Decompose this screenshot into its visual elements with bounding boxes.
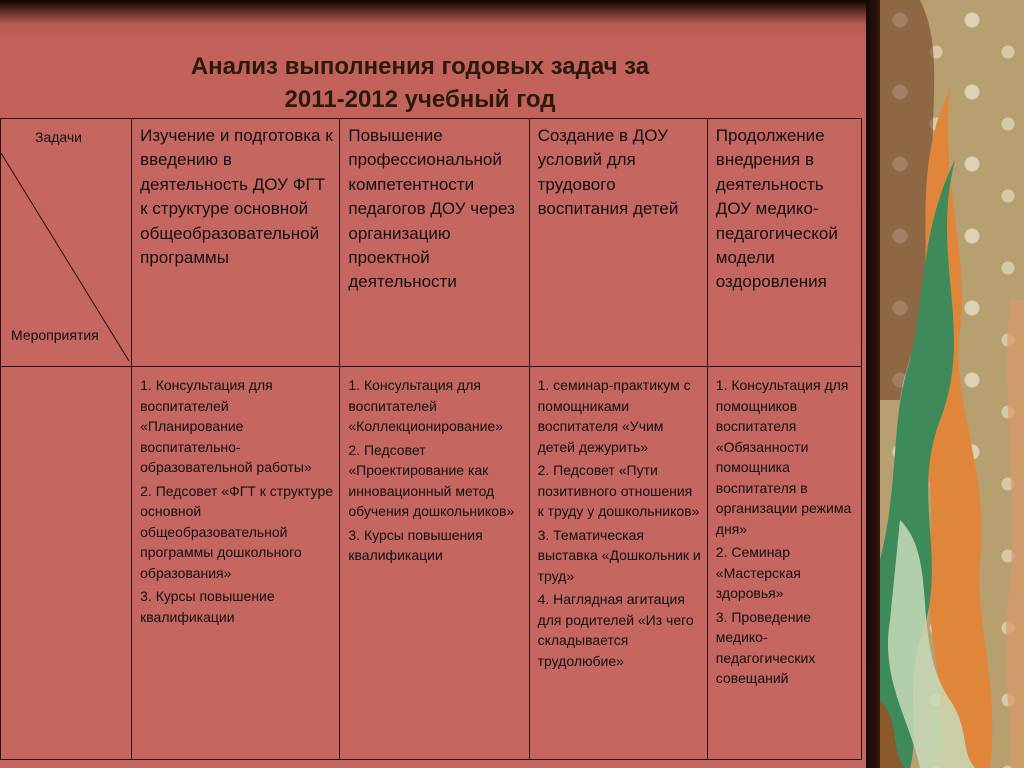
header-cell-3: Создание в ДОУ условий для трудового воспитания детей (529, 119, 707, 367)
corner-label-tasks: Задачи (35, 129, 83, 145)
corner-label-activities: Мероприятия (11, 327, 99, 343)
list-item: 2. Семинар «Мастерская здоровья» (715, 544, 801, 601)
list-item: 1. семинар-практикум с помощниками воспитателя «Учим детей дежурить» (537, 377, 691, 455)
header-cell-2: Повышение профессиональной компетентности педагогов ДОУ через организацию проектной деятельности (340, 119, 529, 367)
activities-cell-1 (132, 367, 340, 760)
decorative-ribbons-graphic (880, 0, 1024, 768)
activities-cell-2 (340, 367, 529, 760)
list-item: 1. Консультация для воспитателей «Планирование воспитательно-образовательной работы» (140, 377, 312, 475)
activities-cell-4 (707, 367, 861, 760)
list-item: 2. Педсовет «Пути позитивного отношения к труду у дошкольников» (537, 462, 700, 519)
header-cell-4: Продолжение внедрения в деятельность ДОУ медико-педагогической модели оздоровления (707, 119, 861, 367)
list-item: 1. Консультация для помощников воспитателя «Обязанности помощника воспитателя в организации режима дня» (715, 377, 852, 537)
list-item: 2. Педсовет «ФГТ к структуре основной общеобразовательной программы дошкольного образования» (140, 482, 334, 581)
list-item: 2. Педсовет «Проектирование как инновационный метод обучения дошкольников» (348, 441, 515, 519)
list-item: 3. Тематическая выставка «Дошкольник и труд» (537, 526, 701, 584)
list-item: 4. Наглядная агитация для родителей «Из чего складывается трудолюбие» (537, 591, 694, 669)
corner-cell (1, 119, 132, 367)
list-item: 3. Проведение медико-педагогических совещаний (715, 608, 816, 686)
slide-title (100, 50, 740, 116)
header-cell-1: Изучение и подготовка к введению в деятельность ДОУ ФГТ к структуре основной общеобразовательной программы (132, 119, 340, 367)
list-item: 1. Консультация для воспитателей «Коллекционирование» (348, 377, 503, 434)
list-item: 3. Курсы повышение квалификации (140, 588, 275, 625)
title-line-1: Анализ выполнения годовых задач за (190, 53, 650, 80)
table-activities-row (1, 367, 862, 760)
activities-label-cell (1, 367, 132, 760)
decorative-border (880, 0, 1024, 768)
list-item: 3. Курсы повышения квалификации (348, 526, 483, 563)
table-header-row (1, 119, 862, 367)
title-line-2: 2011-2012 учебный год (284, 86, 556, 113)
activities-cell-3 (529, 367, 707, 760)
tasks-table (0, 118, 862, 760)
